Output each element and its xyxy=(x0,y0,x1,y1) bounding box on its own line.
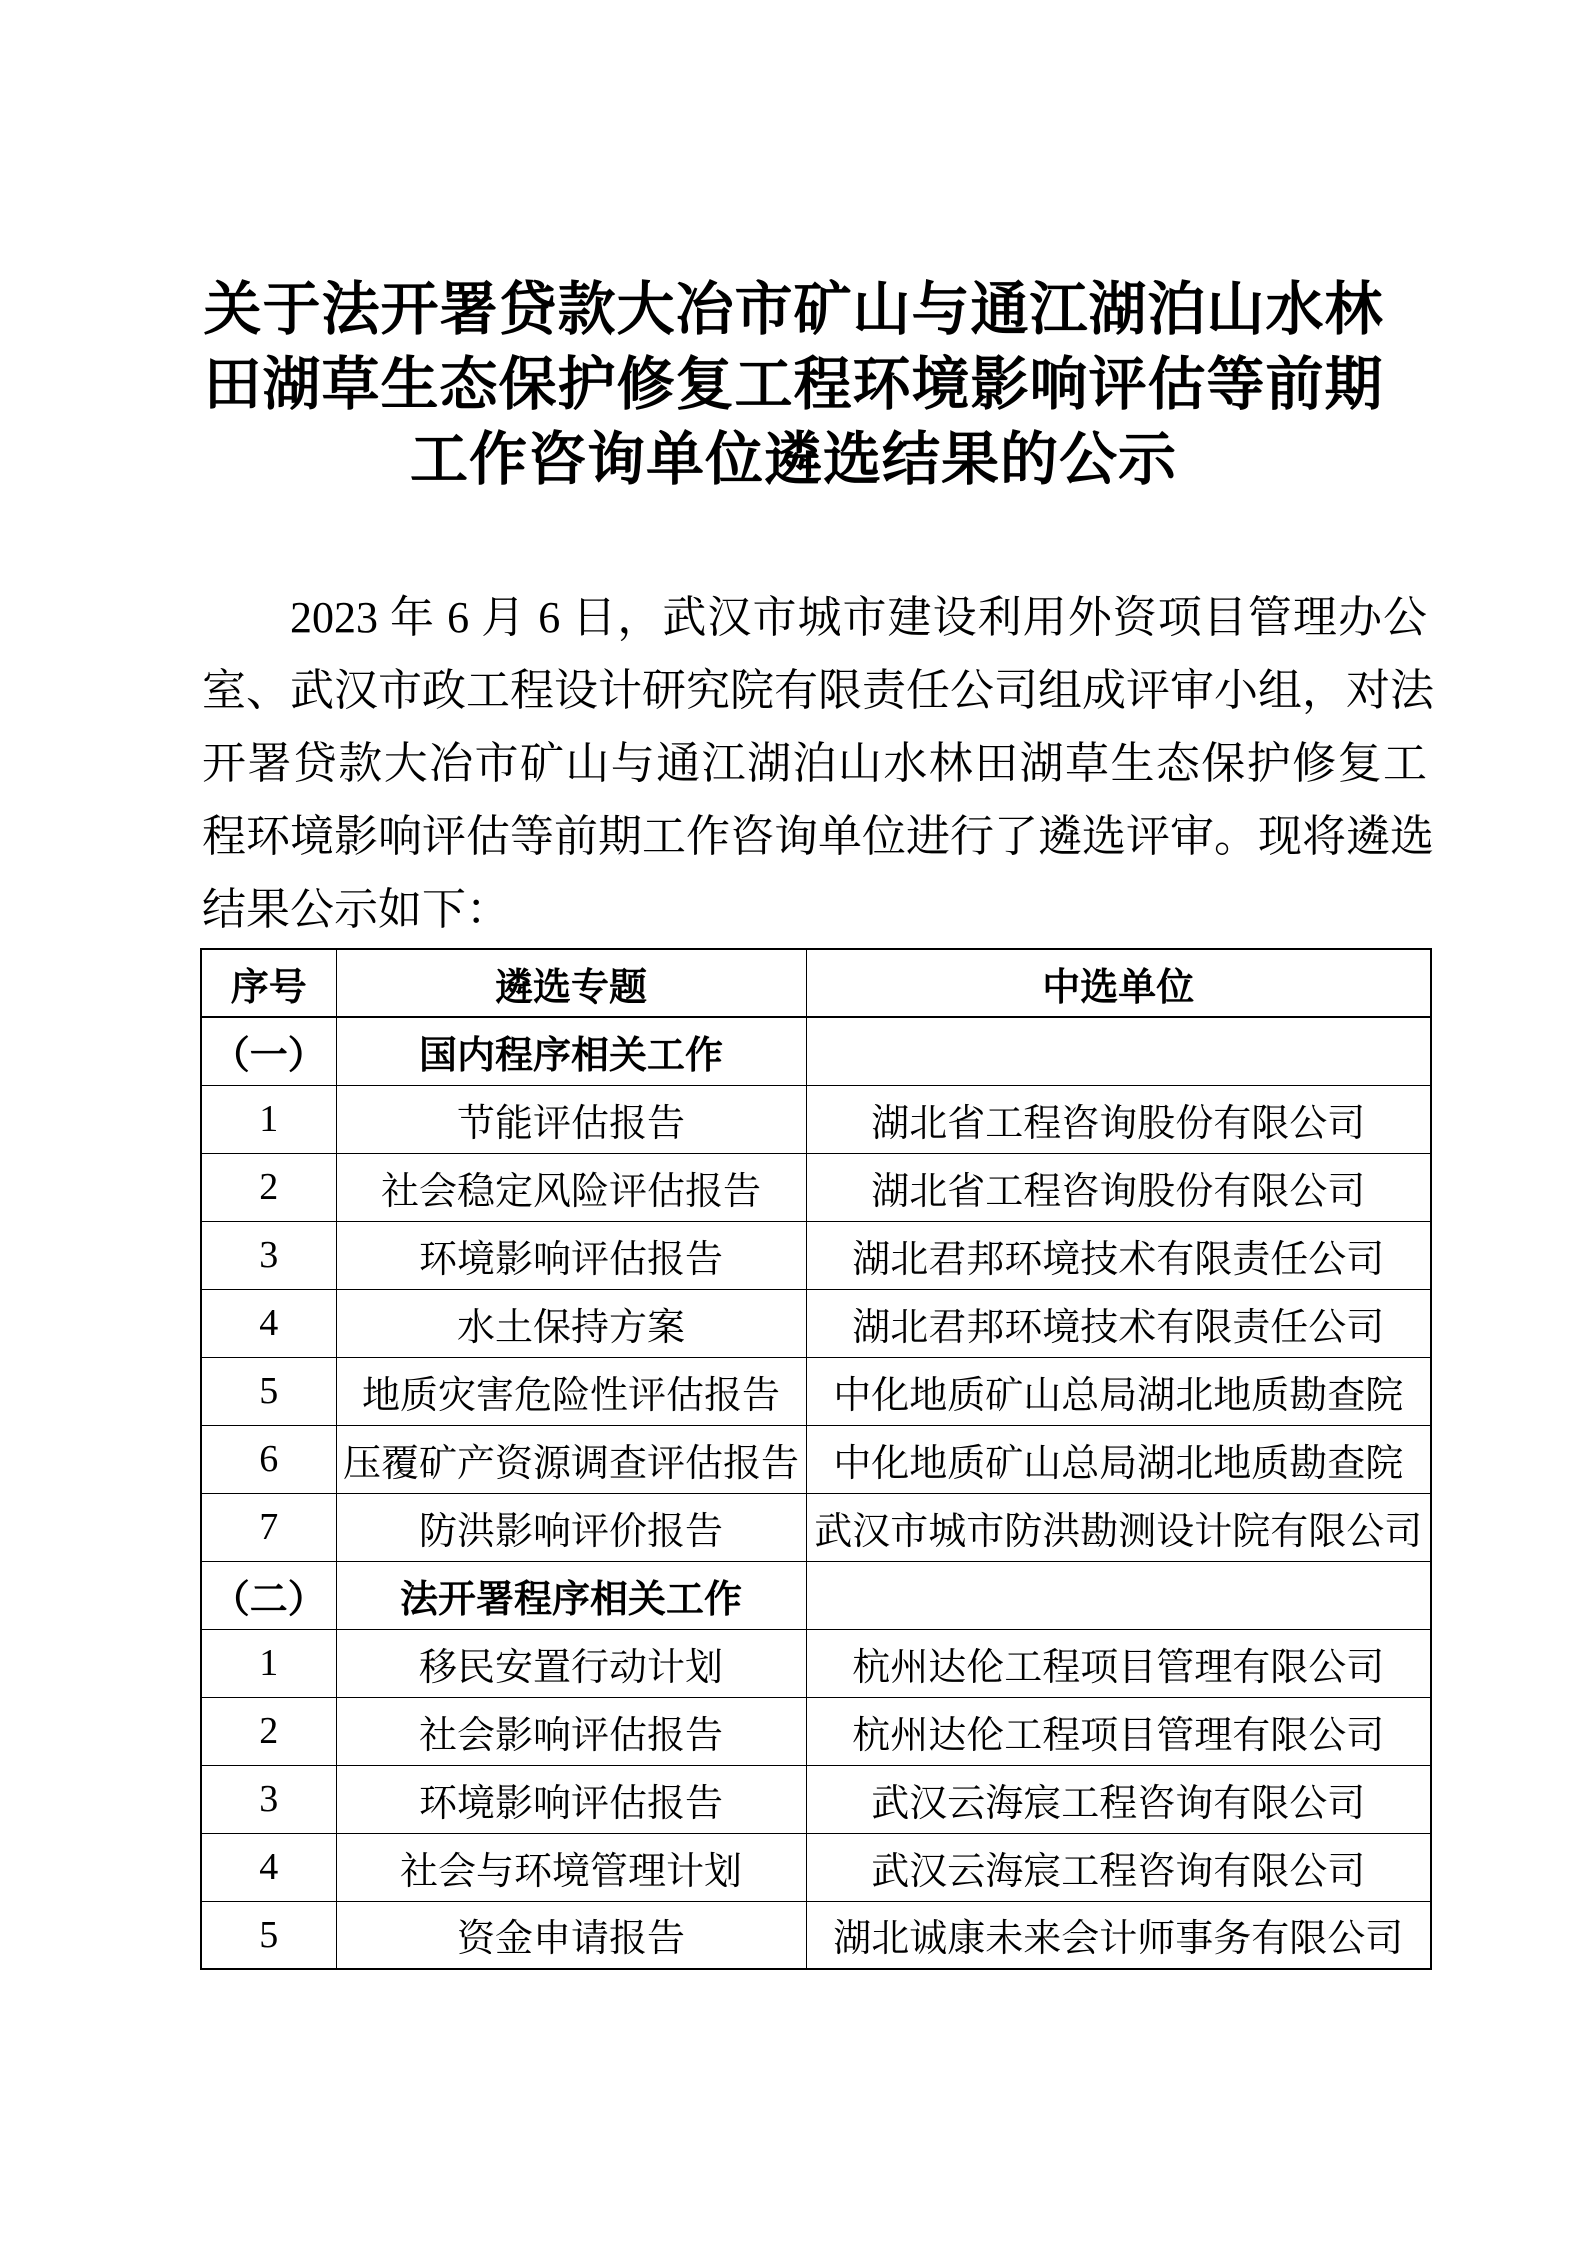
row-topic-cell: 社会影响评估报告 xyxy=(336,1697,806,1765)
row-topic-cell: 环境影响评估报告 xyxy=(336,1765,806,1833)
row-topic-cell: 社会与环境管理计划 xyxy=(336,1833,806,1901)
row-topic-cell: 水土保持方案 xyxy=(336,1289,806,1357)
row-number-cell: 1 xyxy=(201,1629,336,1697)
table-section-row xyxy=(201,1017,1431,1085)
row-number-cell: 3 xyxy=(201,1221,336,1289)
title-line-1: 关于法开署贷款大冶市矿山与通江湖泊山水林 xyxy=(203,277,1384,342)
row-unit-cell: 湖北君邦环境技术有限责任公司 xyxy=(806,1289,1431,1357)
row-topic-cell: 防洪影响评价报告 xyxy=(336,1493,806,1561)
row-number-cell: 7 xyxy=(201,1493,336,1561)
row-number-cell: 5 xyxy=(201,1901,336,1969)
row-unit-cell: 湖北诚康未来会计师事务有限公司 xyxy=(806,1901,1431,1969)
header-cell-unit: 中选单位 xyxy=(806,949,1431,1017)
row-unit-cell: 中化地质矿山总局湖北地质勘查院 xyxy=(806,1425,1431,1493)
row-topic-cell: 节能评估报告 xyxy=(336,1085,806,1153)
body-line: 开署贷款大冶市矿山与通江湖泊山水林田湖草生态保护修复工 xyxy=(202,739,1427,788)
table-header-row xyxy=(201,949,1431,1017)
row-number-cell: 2 xyxy=(201,1697,336,1765)
row-number-cell: 1 xyxy=(201,1085,336,1153)
row-topic-cell: 国内程序相关工作 xyxy=(336,1017,806,1085)
row-number-cell: 6 xyxy=(201,1425,336,1493)
body-line: 2023 年 6 月 6 日，武汉市城市建设利用外资项目管理办公 xyxy=(290,593,1427,642)
row-unit-cell: 湖北省工程咨询股份有限公司 xyxy=(806,1153,1431,1221)
table-row xyxy=(201,1357,1431,1425)
title-line-2: 田湖草生态保护修复工程环境影响评估等前期 xyxy=(203,352,1384,417)
row-unit-cell xyxy=(806,1017,1431,1085)
row-number-cell: 3 xyxy=(201,1765,336,1833)
row-number-cell: （二） xyxy=(201,1561,336,1629)
table-row xyxy=(201,1425,1431,1493)
row-topic-cell: 社会稳定风险评估报告 xyxy=(336,1153,806,1221)
row-topic-cell: 环境影响评估报告 xyxy=(336,1221,806,1289)
row-unit-cell: 武汉云海宸工程咨询有限公司 xyxy=(806,1765,1431,1833)
row-unit-cell: 湖北省工程咨询股份有限公司 xyxy=(806,1085,1431,1153)
row-unit-cell: 杭州达伦工程项目管理有限公司 xyxy=(806,1697,1431,1765)
row-topic-cell: 压覆矿产资源调查评估报告 xyxy=(336,1425,806,1493)
row-number-cell: 4 xyxy=(201,1289,336,1357)
row-unit-cell: 杭州达伦工程项目管理有限公司 xyxy=(806,1629,1431,1697)
row-topic-cell: 法开署程序相关工作 xyxy=(336,1561,806,1629)
row-unit-cell: 武汉云海宸工程咨询有限公司 xyxy=(806,1833,1431,1901)
title-line-3: 工作咨询单位遴选结果的公示 xyxy=(409,427,1177,492)
table-row xyxy=(201,1765,1431,1833)
table-row xyxy=(201,1153,1431,1221)
header-cell-number: 序号 xyxy=(201,949,336,1017)
table-row xyxy=(201,1833,1431,1901)
table-section-row xyxy=(201,1561,1431,1629)
row-unit-cell: 湖北君邦环境技术有限责任公司 xyxy=(806,1221,1431,1289)
row-number-cell: 2 xyxy=(201,1153,336,1221)
row-topic-cell: 移民安置行动计划 xyxy=(336,1629,806,1697)
table-row xyxy=(201,1697,1431,1765)
table-row xyxy=(201,1493,1431,1561)
table-row xyxy=(201,1085,1431,1153)
header-cell-topic: 遴选专题 xyxy=(336,949,806,1017)
table-row xyxy=(201,1221,1431,1289)
body-line: 结果公示如下： xyxy=(202,885,510,934)
row-unit-cell: 中化地质矿山总局湖北地质勘查院 xyxy=(806,1357,1431,1425)
document-title xyxy=(180,0,1407,497)
row-unit-cell xyxy=(806,1561,1431,1629)
row-topic-cell: 地质灾害危险性评估报告 xyxy=(336,1357,806,1425)
table-row xyxy=(201,1629,1431,1697)
table-row xyxy=(201,1289,1431,1357)
row-topic-cell: 资金申请报告 xyxy=(336,1901,806,1969)
row-number-cell: （一） xyxy=(201,1017,336,1085)
row-unit-cell: 武汉市城市防洪勘测设计院有限公司 xyxy=(806,1493,1431,1561)
selection-results-table xyxy=(200,948,1432,1970)
body-paragraph xyxy=(202,581,1434,946)
table-row xyxy=(201,1901,1431,1969)
body-line: 室、武汉市政工程设计研究院有限责任公司组成评审小组，对法 xyxy=(202,666,1434,715)
row-number-cell: 5 xyxy=(201,1357,336,1425)
selection-table-body xyxy=(201,1017,1431,1969)
row-number-cell: 4 xyxy=(201,1833,336,1901)
body-line: 程环境影响评估等前期工作咨询单位进行了遴选评审。现将遴选 xyxy=(202,812,1434,861)
